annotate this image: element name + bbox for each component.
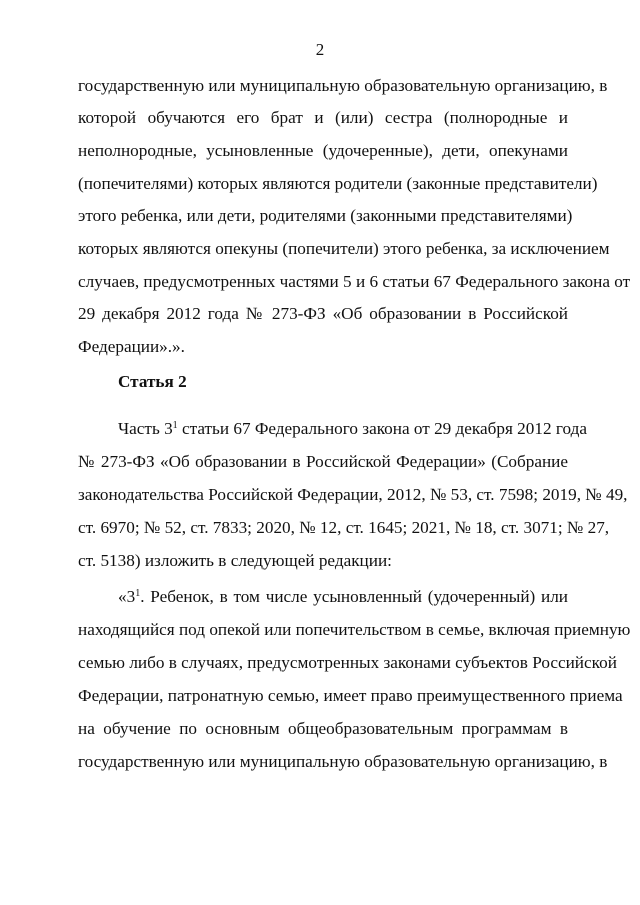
text-line — [118, 419, 587, 439]
text-line: № 273-ФЗ «Об образовании в Российской Федерации» (Собрание — [78, 452, 568, 471]
text-line: находящийся под опекой или попечительством в семье, включая приемную — [78, 620, 631, 639]
article-heading: Статья 2 — [118, 372, 187, 391]
text-line: на обучение по основным общеобразовательным программам в — [78, 719, 568, 738]
text-line: случаев, предусмотренных частями 5 и 6 статьи 67 Федерального закона от — [78, 272, 631, 291]
text-line: неполнородные, усыновленные (удочеренные), дети, опекунами — [78, 141, 568, 160]
text-line: ст. 5138) изложить в следующей редакции: — [78, 551, 392, 570]
text-line: этого ребенка, или дети, родителями (законными представителями) — [78, 206, 573, 225]
text-line: (попечителями) которых являются родители (законные представители) — [78, 174, 598, 193]
text-fragment: Часть 3 — [118, 419, 173, 438]
text-line: которой обучаются его брат и (или) сестра (полнородные и — [78, 108, 568, 127]
text-line: которых являются опекуны (попечители) этого ребенка, за исключением — [78, 239, 610, 258]
text-fragment: . Ребенок, в том числе усыновленный (удочеренный) или — [140, 587, 568, 606]
text-line: ст. 6970; № 52, ст. 7833; 2020, № 12, ст. 1645; 2021, № 18, ст. 3071; № 27, — [78, 518, 610, 537]
text-line: государственную или муниципальную образовательную организацию, в — [78, 76, 608, 95]
text-line: Федерации».». — [78, 337, 185, 356]
superscript: 1 — [172, 420, 178, 431]
text-line: Федерации, патронатную семью, имеет право преимущественного приема — [78, 686, 623, 705]
text-fragment: статьи 67 Федерального закона от 29 декабря 2012 года — [177, 419, 587, 438]
text-line — [118, 587, 568, 607]
text-line: семью либо в случаях, предусмотренных законами субъектов Российской — [78, 653, 617, 672]
text-line: государственную или муниципальную образовательную организацию, в — [78, 752, 608, 771]
superscript: 1 — [135, 588, 141, 599]
text-line: 29 декабря 2012 года № 273-ФЗ «Об образовании в Российской — [78, 304, 568, 323]
page-number: 2 — [315, 40, 325, 59]
text-fragment: «3 — [118, 587, 136, 606]
text-line: законодательства Российской Федерации, 2012, № 53, ст. 7598; 2019, № 49, — [78, 485, 628, 504]
